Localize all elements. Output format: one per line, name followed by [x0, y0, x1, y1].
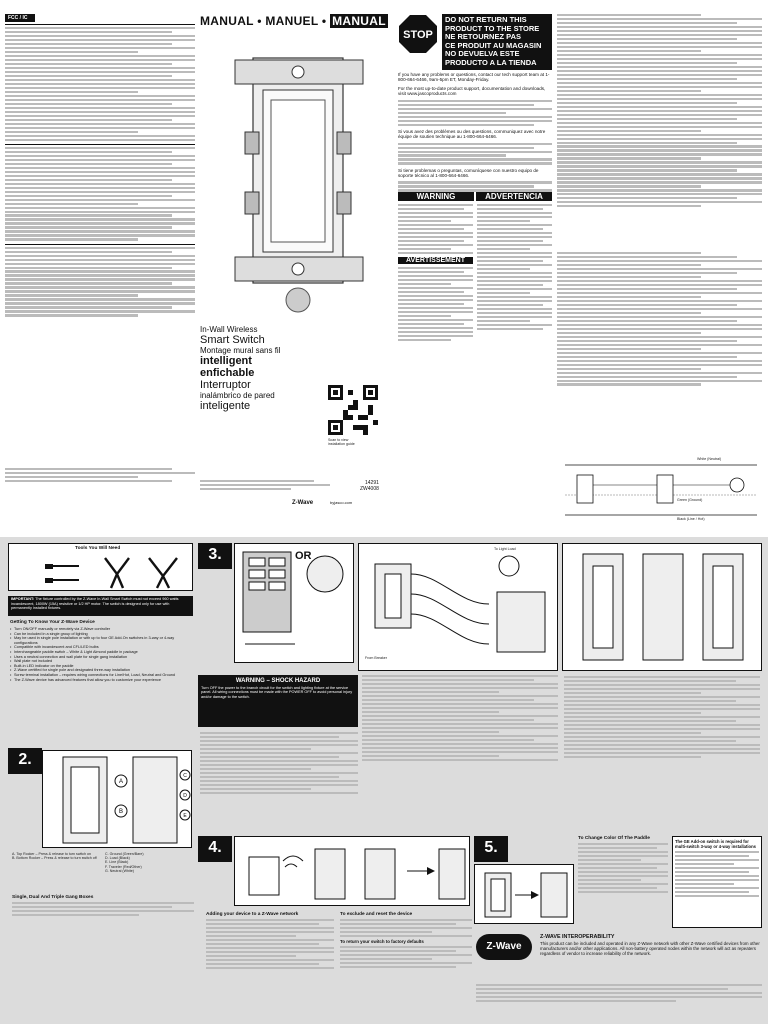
or-label: OR	[295, 550, 312, 562]
zwave-footer	[200, 480, 330, 492]
step-2-number: 2.	[8, 748, 42, 774]
white-wire-label: White (Neutral)	[697, 457, 722, 461]
gang-boxes: Single, Dual And Triple Gang Boxes	[12, 895, 194, 918]
svg-text:A: A	[118, 779, 124, 785]
address-block	[5, 468, 195, 484]
manual-title: MANUAL • MANUEL • MANUAL	[200, 14, 386, 28]
svg-text:E: E	[183, 813, 187, 819]
svg-text:STOP: STOP	[403, 29, 433, 41]
stop-paragraphs: If you have any problems or questions, contact our tech support team at 1-800-664-6466, 9am-5pm ET, Monday-Friday. For the most up-to-date product support, documentation and downloads, visit www.jascoproducts.com Si vous avez des problèmes ou des questions, communiquez avec notre équipe de soutien technique au 1-800-664-6466. Si tiene problemas o preguntas, comuníquese con nuestro equipo de soporte técnico al 1-800-664-6466.	[398, 72, 552, 193]
addon-switch-box: The GE Add-on switch is required for multi-switch 3-way or 4-way installations	[672, 836, 762, 928]
product-line3-es: inteligente	[200, 400, 251, 412]
interop-block: Z-WAVE INTEROPERABILITY This product can be included and operated in any Z-Wave network with other Z-Wave certified devices from other manufacturers and/or other applications. All non-battery operated nodes within the network will act as repeaters regardless of vendor to increase reliability of the network.	[540, 934, 760, 956]
svg-text:B: B	[118, 809, 124, 815]
switch-legend: A. Top Rocker – Press & release to turn switch on B. Bottom Rocker – Press & release to turn switch off C. Ground (Green/Bare) D. Load (Black) E. Line (Black) F. Traveler (Red/Other) G. Neutral (White)	[12, 852, 144, 873]
product-line2-fr: intelligent	[200, 355, 252, 367]
breaker-panel-diagram	[234, 543, 354, 663]
green-wire-label: Green (Ground)	[677, 498, 703, 502]
stop-banner: DO NOT RETURN THIS PRODUCT TO THE STORE NE RETOURNEZ PAS CE PRODUIT AU MAGASIN NO DEVUELVA ESTE PRODUCTO A LA TIENDA	[442, 14, 552, 70]
qr-caption: Scan to view installation guide	[328, 438, 355, 447]
product-line1-es: Interruptor	[200, 379, 251, 391]
tools-icon	[45, 554, 190, 590]
wiring-install-diagram	[358, 543, 558, 671]
zwave-url: byjasco.com	[330, 500, 353, 505]
add-device-text: Adding your device to a Z-Wave network	[206, 912, 334, 971]
step3-text-left	[200, 732, 358, 796]
tools-title: Tools You Will Need	[75, 546, 121, 551]
step3-text-right	[362, 675, 558, 763]
from-breaker-label: From Breaker	[365, 656, 387, 660]
product-line2-es: inalámbrico de pared	[200, 391, 275, 400]
product-line3-fr: enfichable	[200, 367, 255, 379]
black-wire-label: Black (Line / Hot)	[677, 517, 705, 521]
product-name-block	[200, 325, 330, 412]
step-4-number: 4.	[198, 836, 232, 862]
wiring-diagram	[557, 455, 762, 530]
product-line1-en: In-Wall Wireless	[200, 325, 258, 334]
important-box: IMPORTANT: The fixture controlled by the Z-Wave In-Wall Smart Switch must not exceed 960 watts incandescent, 1800W (15A) resistive or 1/2 HP motor. The switch is designed only for use with permanently installed fixtures.	[8, 596, 193, 616]
exclude-reset-text: To exclude and reset the device To return your switch to factory defaults	[340, 912, 472, 970]
to-light-label: To Light Load	[494, 547, 516, 551]
know-your-device: Getting To Know Your Z-Wave Device • Turn ON/OFF manually or remotely via Z-Wave controller • Can be included in a single group of lighting • May be used in single pole installation or with up to four GE Add-On switches in 3-way or 4-way configurations • Compatible with incandescent and CFL/LED bulbs • Interchangeable paddle switch – White & Light Almond paddle in package • Uses a neutral connection and wall plate for single gang installation • Wall plate not included • Built-in LED indicator on the paddle • Z-Wave certified for single pole and designated three-way installation • Screw terminal installation – requires wiring connections for Line/Hot, Load, Neutral and Ground • The Z-Wave device has advanced features that allow you to customize your experience	[10, 620, 193, 682]
product-line2-en: Smart Switch	[200, 334, 265, 346]
warranty-column	[557, 14, 762, 246]
svg-text:D: D	[183, 793, 187, 799]
product-line1-fr: Montage mural sans fil	[200, 346, 281, 355]
change-paddle-text: To Change Color Of The Paddle	[578, 836, 668, 895]
footer-text	[476, 984, 762, 1004]
switch-labeled-diagram	[42, 750, 192, 848]
svg-text:C: C	[183, 773, 187, 779]
advertencia-title: ADVERTENCIA	[476, 192, 552, 201]
avertissement-title: AVERTISSEMENT	[398, 257, 473, 264]
three-way-text	[564, 676, 760, 760]
zwave-controller-diagram	[234, 836, 470, 906]
switch-assembly-diagram	[562, 543, 762, 671]
know-list: • Turn ON/OFF manually or remotely via Z-Wave controller • Can be included in a single group of lighting • May be used in single pole installation or with up to four GE Add-On switches in 3-way or 4-way configurations • Compatible with incandescent and CFL/LED bulbs • Interchangeable paddle switch – White & Light Almond paddle in package • Uses a neutral connection and wall plate for single gang installation • Wall plate not included • Built-in LED indicator on the paddle • Z-Wave certified for single pole and designated three-way installation • Screw terminal installation – requires wiring connections for Line/Hot, Load, Neutral and Ground • The Z-Wave device has advanced features that allow you to customize your experience	[10, 627, 193, 682]
zwave-mini-logo: Z-Wave	[292, 500, 314, 506]
qr-code	[328, 385, 378, 435]
warning-title: WARNING	[398, 192, 474, 201]
specifications-column	[557, 252, 762, 442]
paddle-change-diagram	[474, 864, 574, 924]
shock-warning-box: WARNING – SHOCK HAZARD Turn OFF the power to the branch circuit for the switch and lighting fixture at the service panel. All wiring connections must be made with the POWER OFF to avoid personal injury and/or damage to the switch.	[198, 675, 358, 727]
warnings-grid	[398, 192, 552, 500]
step-3-number: 3.	[198, 543, 232, 569]
zwave-logo: Z-Wave	[476, 934, 532, 960]
stop-sign-icon	[398, 14, 438, 54]
model-number: 14291 ZW4008	[360, 480, 379, 492]
fcc-column	[5, 14, 195, 454]
fcc-label: FCC / IC	[5, 14, 35, 22]
step-5-number: 5.	[474, 836, 508, 862]
switch-illustration	[205, 32, 385, 322]
tools-box	[8, 543, 193, 591]
fcc-text	[5, 27, 195, 141]
